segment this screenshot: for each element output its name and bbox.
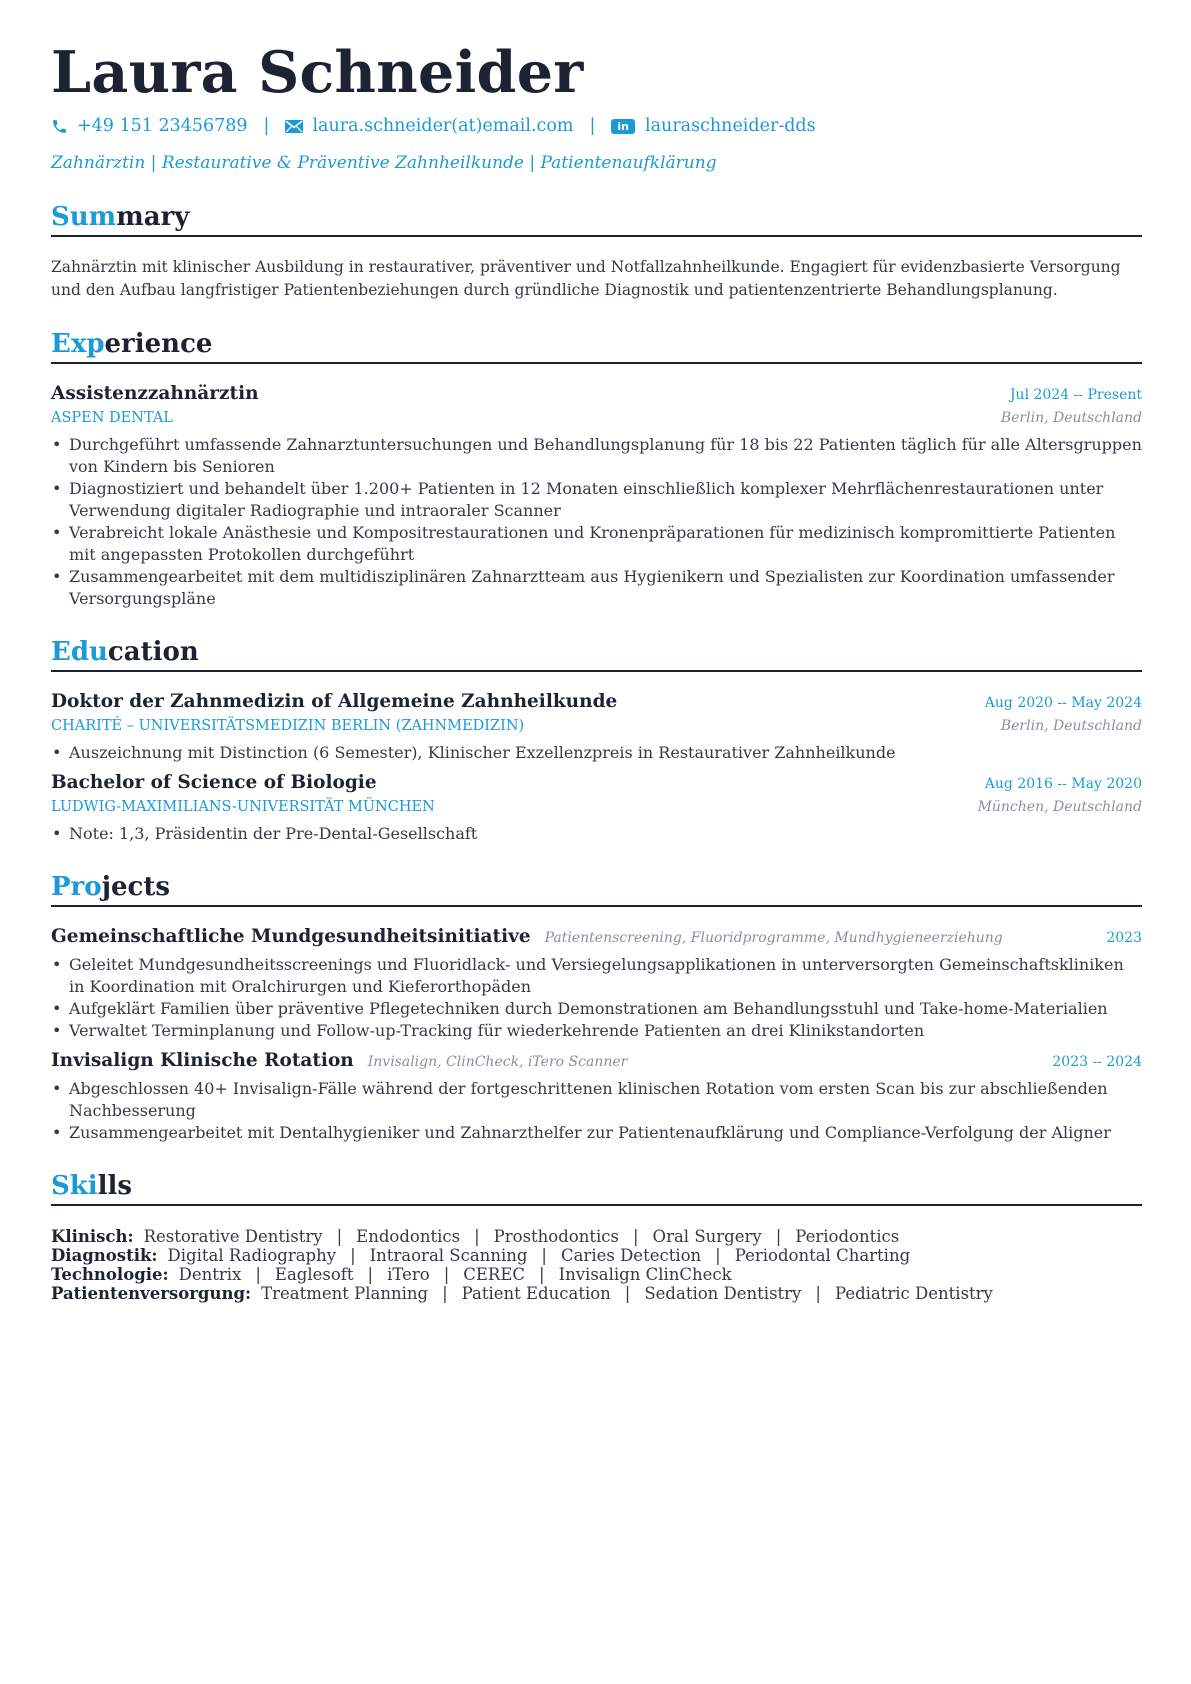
- skill-separator: |: [442, 1284, 448, 1303]
- skill-item: Invisalign ClinCheck: [558, 1265, 732, 1284]
- project-title: Gemeinschaftliche Mundgesundheitsinitiative: [51, 926, 531, 947]
- project-tech: Patientenscreening, Fluoridprogramme, Mundhygieneerziehung: [544, 930, 1003, 946]
- skill-separator: |: [624, 1284, 631, 1303]
- skill-item: Periodontics: [795, 1227, 900, 1246]
- skill-category: Klinisch:: [51, 1227, 134, 1246]
- bullet-item: • Geleitet Mundgesundheitsscreenings und Fluoridlack- und Versiegelungsapplikationen in unterversorgten Gemeinschaftskliniken in Koordination mit Oralchirurgen und Kieferorthopäden: [51, 954, 1142, 998]
- skill-separator: |: [541, 1246, 547, 1265]
- degree-title: Doktor der Zahnmedizin of Allgemeine Zahnheilkunde: [51, 691, 618, 712]
- skill-values: [144, 1227, 900, 1246]
- skill-row: [51, 1265, 1142, 1284]
- bullet-item: • Abgeschlossen 40+ Invisalign-Fälle während der fortgeschrittenen klinischen Rotation vom ersten Scan bis zur abschließenden Nachbesserung: [51, 1078, 1142, 1122]
- skill-separator: |: [255, 1265, 261, 1284]
- skill-item: iTero: [387, 1265, 430, 1284]
- skill-separator: |: [815, 1284, 821, 1303]
- skill-item: Sedation Dentistry: [644, 1284, 802, 1303]
- bullet-item: • Zusammengearbeitet mit Dentalhygieniker und Zahnarzthelfer zur Patientenaufklärung und Compliance-Verfolgung der Aligner: [51, 1122, 1142, 1144]
- project-title-line: [51, 1049, 627, 1074]
- skills-section: [51, 1170, 1142, 1303]
- skill-separator: |: [715, 1246, 721, 1265]
- bullet-item: • Verwaltet Terminplanung und Follow-up-Tracking für wiederkehrende Patienten an drei Klinikstandorten: [51, 1020, 1142, 1042]
- projects-section: [51, 871, 1142, 1144]
- skill-item: Pediatric Dentistry: [834, 1284, 993, 1303]
- skill-item: Endodontics: [356, 1227, 461, 1246]
- experience-entry: [51, 382, 1142, 610]
- skill-category: Patientenversorgung:: [51, 1284, 252, 1303]
- section-title-summary: Summary: [51, 201, 1142, 237]
- skill-item: Caries Detection: [560, 1246, 702, 1265]
- skill-item: Periodontal Charting: [734, 1246, 911, 1265]
- professional-tagline: Zahnärztin | Restaurative & Präventive Zahnheilkunde | Patientenaufklärung: [51, 153, 717, 173]
- skill-row: [51, 1284, 1142, 1303]
- skill-category: Diagnostik:: [51, 1246, 158, 1265]
- project-title-line: [51, 925, 1003, 950]
- skill-item: Prosthodontics: [493, 1227, 619, 1246]
- envelope-icon: [285, 120, 303, 133]
- skill-item: Restorative Dentistry: [143, 1227, 323, 1246]
- institution-location: Berlin, Deutschland: [1000, 718, 1142, 734]
- phone-number: +49 151 23456789: [77, 116, 248, 136]
- skills-list: [51, 1227, 1142, 1303]
- project-date: 2023 -- 2024: [1052, 1054, 1142, 1070]
- degree-bullets: [51, 742, 1142, 764]
- job-location: Berlin, Deutschland: [1000, 410, 1142, 426]
- candidate-name: [51, 38, 1142, 108]
- project-date: 2023: [1106, 930, 1142, 946]
- skill-item: Patient Education: [461, 1284, 611, 1303]
- project-bullets: [51, 954, 1142, 1042]
- institution-name: LUDWIG-MAXIMILIANS-UNIVERSITÄT MÜNCHEN: [51, 799, 435, 815]
- job-bullets: [51, 434, 1142, 610]
- bullet-item: • Zusammengearbeitet mit dem multidisziplinären Zahnarztteam aus Hygienikern und Spezialisten zur Koordination umfassender Versorgungspläne: [51, 566, 1142, 610]
- summary-text: Zahnärztin mit klinischer Ausbildung in restaurativer, präventiver und Notfallzahnheilkunde. Engagiert für evidenzbasierte Versorgung und den Aufbau langfristiger Patientenbeziehungen durch gründliche Diagnostik und patientenzentrierte Behandlungsplanung.: [51, 258, 1121, 299]
- bullet-item: • Diagnostiziert und behandelt über 1.200+ Patienten in 12 Monaten einschließlich komplexer Mehrflächenrestaurationen unter Verwendung digitaler Radiographie und intraoraler Scanner: [51, 478, 1142, 522]
- degree-date: Aug 2016 -- May 2020: [984, 776, 1142, 792]
- employer-name: ASPEN DENTAL: [51, 410, 173, 426]
- education-entry: [51, 690, 1142, 764]
- email-address: laura.schneider(at)email.com: [312, 116, 574, 136]
- project-tech: Invisalign, ClinCheck, iTero Scanner: [367, 1054, 628, 1070]
- phone-icon: [51, 118, 68, 135]
- project-entry: [51, 1049, 1142, 1144]
- skill-separator: |: [367, 1265, 374, 1284]
- section-title-skills: Skills: [51, 1170, 1142, 1206]
- skill-item: Oral Surgery: [652, 1227, 762, 1246]
- skill-separator: |: [336, 1227, 343, 1246]
- skill-item: Treatment Planning: [261, 1284, 429, 1303]
- skill-separator: |: [474, 1227, 480, 1246]
- experience-section: [51, 328, 1142, 610]
- last-name: Schneider: [258, 39, 584, 106]
- skill-separator: |: [775, 1227, 782, 1246]
- linkedin-icon: in: [611, 119, 635, 134]
- skill-separator: |: [539, 1265, 545, 1284]
- section-title-projects: Projects: [51, 871, 1142, 907]
- skill-separator: |: [632, 1227, 639, 1246]
- contact-bar: [51, 114, 1142, 138]
- section-title-experience: Experience: [51, 328, 1142, 364]
- job-title: Assistenzzahnärztin: [51, 383, 259, 404]
- skill-category: Technologie:: [51, 1265, 169, 1284]
- project-title: Invisalign Klinische Rotation: [51, 1050, 354, 1071]
- section-title-education: Education: [51, 636, 1142, 672]
- contact-separator: |: [263, 116, 270, 136]
- summary-section: [51, 201, 1142, 302]
- degree-date: Aug 2020 -- May 2024: [984, 695, 1142, 711]
- linkedin-handle: lauraschneider-dds: [645, 116, 816, 136]
- job-date: Jul 2024 -- Present: [1009, 387, 1142, 403]
- skill-item: Digital Radiography: [167, 1246, 337, 1265]
- skill-values: [168, 1246, 911, 1265]
- education-entry: [51, 771, 1142, 845]
- bullet-item: • Note: 1,3, Präsidentin der Pre-Dental-Gesellschaft: [51, 823, 1142, 845]
- bullet-item: • Durchgeführt umfassende Zahnarztuntersuchungen und Behandlungsplanung für 18 bis 22 Patienten täglich für alle Altersgruppen von Kindern bis Senioren: [51, 434, 1142, 478]
- bullet-item: • Verabreicht lokale Anästhesie und Kompositrestaurationen und Kronenpräparationen für medizinisch kompromittierte Patienten mit angepassten Protokollen durchgeführt: [51, 522, 1142, 566]
- bullet-item: • Aufgeklärt Familien über präventive Pflegetechniken durch Demonstrationen am Behandlungsstuhl und Take-home-Materialien: [51, 998, 1142, 1020]
- email-contact[interactable]: [285, 114, 573, 138]
- degree-bullets: [51, 823, 1142, 845]
- skill-separator: |: [443, 1265, 450, 1284]
- project-entry: [51, 925, 1142, 1042]
- contact-separator: |: [589, 116, 596, 136]
- skill-item: CEREC: [463, 1265, 526, 1284]
- linkedin-contact[interactable]: [611, 114, 815, 138]
- skill-row: [51, 1227, 1142, 1246]
- skill-item: Eaglesoft: [274, 1265, 354, 1284]
- phone-contact[interactable]: [51, 114, 248, 138]
- skill-values: [261, 1284, 993, 1303]
- skill-row: [51, 1246, 1142, 1265]
- education-section: [51, 636, 1142, 845]
- project-bullets: [51, 1078, 1142, 1144]
- bullet-item: • Auszeichnung mit Distinction (6 Semester), Klinischer Exzellenzpreis in Restaurativer Zahnheilkunde: [51, 742, 1142, 764]
- institution-location: München, Deutschland: [977, 799, 1142, 815]
- first-name: Laura: [51, 39, 238, 106]
- skill-item: Dentrix: [178, 1265, 242, 1284]
- skill-values: [179, 1265, 732, 1284]
- institution-name: CHARITÉ – UNIVERSITÄTSMEDIZIN BERLIN (ZAHNMEDIZIN): [51, 718, 525, 734]
- degree-title: Bachelor of Science of Biologie: [51, 772, 377, 793]
- skill-separator: |: [350, 1246, 356, 1265]
- skill-item: Intraoral Scanning: [369, 1246, 528, 1265]
